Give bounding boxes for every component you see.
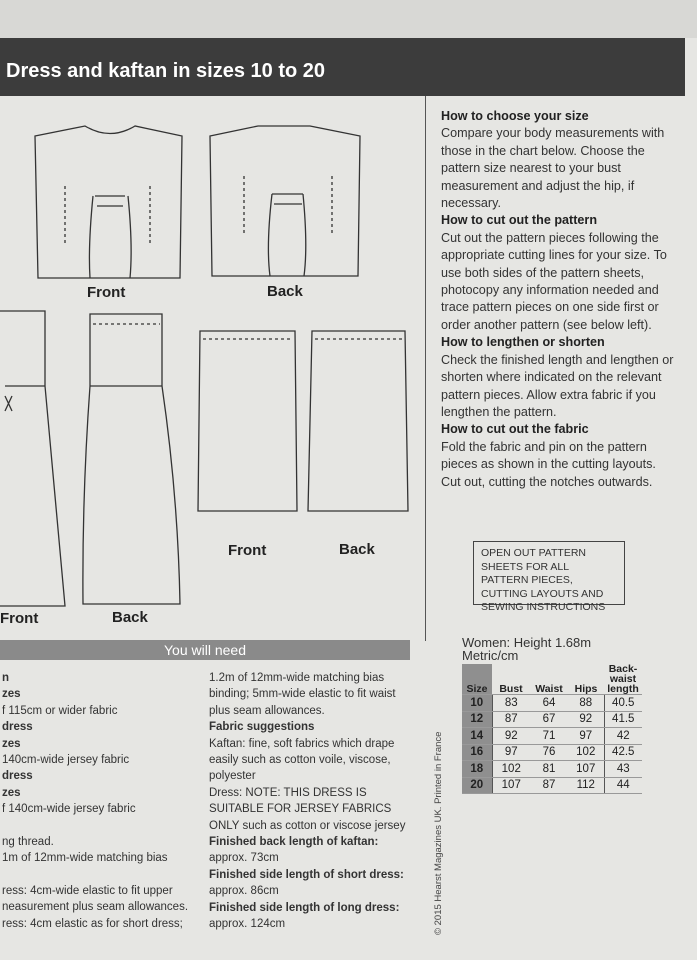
section-text: Fold the fabric and pin on the pattern pieces as shown in the cutting layouts. Cut out, cutting the notches outwards. — [441, 439, 656, 489]
short-dress-back-drawing — [83, 314, 180, 604]
column-header: Back-waist length — [604, 664, 642, 695]
section-text: Check the finished length and lengthen or shorten where indicated on the relevant pattern pieces. Allow extra fabric if you lengthen the pattern. — [441, 352, 674, 419]
table-cell: 97 — [492, 744, 530, 761]
label-back: Back — [267, 283, 303, 300]
requirement-line: approx. 86cm — [209, 885, 279, 898]
table-cell: 107 — [492, 777, 530, 794]
page-top — [0, 0, 697, 38]
note-box: OPEN OUT PATTERN SHEETS FOR ALL PATTERN PIECES, CUTTING LAYOUTS AND SEWING INSTRUCTIONS — [473, 541, 625, 605]
kaftan-back-drawing — [210, 126, 360, 276]
requirement-line: n — [2, 672, 10, 684]
requirement-line: 140cm-wide jersey fabric — [2, 753, 130, 766]
requirement-line: f 140cm-wide jersey fabric — [2, 803, 136, 816]
label-front: Front — [0, 610, 39, 627]
table-cell: 64 — [530, 695, 568, 712]
table-row — [462, 761, 642, 778]
column-header: Bust — [492, 664, 530, 695]
instruction-section — [441, 212, 676, 334]
table-cell: 88 — [568, 695, 604, 712]
label-back: Back — [339, 541, 375, 558]
column-divider — [425, 96, 426, 641]
requirement-line: dress — [2, 721, 33, 734]
requirement-line: Kaftan: fine, soft fabrics which drape easily such as cotton voile, viscose, polyester — [209, 737, 395, 783]
instruction-section — [441, 108, 676, 212]
requirement-line: zes — [2, 786, 21, 799]
table-row — [462, 711, 642, 728]
table-cell: 18 — [462, 761, 492, 778]
instruction-section — [441, 421, 676, 491]
table-cell: 67 — [530, 711, 568, 728]
requirement-line: approx. 73cm — [209, 852, 279, 865]
long-dress-front-drawing — [198, 331, 297, 511]
table-row — [462, 777, 642, 794]
requirement-line: approx. 124cm — [209, 918, 286, 931]
section-heading: How to choose your size — [441, 109, 589, 123]
page-title: Dress and kaftan in sizes 10 to 20 — [6, 60, 326, 82]
table-cell: 87 — [530, 777, 568, 794]
requirement-line: neasurement plus seam allowances. — [2, 901, 189, 914]
table-cell: 12 — [462, 711, 492, 728]
table-cell: 42.5 — [604, 744, 642, 761]
requirement-line: 1m of 12mm-wide matching bias — [2, 852, 168, 865]
section-heading: How to lengthen or shorten — [441, 335, 605, 350]
table-cell: 92 — [568, 711, 604, 728]
section-text: Cut out the pattern pieces following the appropriate cutting lines for your size. To use both sides of the pattern sheets, photocopy any information needed and trace pattern pieces on one side first or order another pattern (see below left). — [441, 230, 667, 332]
requirement-line: Fabric suggestions — [209, 721, 315, 734]
section-heading: How to cut out the fabric — [441, 422, 589, 437]
table-cell: 44 — [604, 777, 642, 794]
requirement-line: Finished side length of long dress: — [209, 901, 400, 914]
label-back: Back — [112, 609, 148, 626]
copyright: © 2015 Hearst Magazines UK. Printed in France — [433, 731, 444, 935]
requirement-line: ress: 4cm elastic as for short dress; — [2, 917, 183, 930]
instruction-section — [441, 334, 676, 421]
table-cell: 83 — [492, 695, 530, 712]
chart-caption: Metric/cm — [462, 648, 519, 663]
table-cell: 97 — [568, 728, 604, 745]
table-cell: 16 — [462, 744, 492, 761]
table-cell: 81 — [530, 761, 568, 778]
table-cell: 76 — [530, 744, 568, 761]
size-chart — [462, 636, 642, 794]
you-will-need-heading: You will need — [0, 640, 410, 660]
chart-caption: Women: Height 1.68m — [462, 635, 592, 650]
table-row — [462, 728, 642, 745]
table-cell: 41.5 — [604, 711, 642, 728]
table-cell: 14 — [462, 728, 492, 745]
requirements-left-column — [2, 670, 192, 932]
label-front: Front — [87, 284, 126, 301]
requirements-middle-column — [209, 670, 414, 933]
kaftan-front-drawing — [35, 126, 182, 278]
section-heading: How to cut out the pattern — [441, 213, 598, 228]
table-cell: 112 — [568, 777, 604, 794]
column-header: Hips — [568, 664, 604, 695]
table-cell: 10 — [462, 695, 492, 712]
instructions — [441, 108, 676, 491]
table-cell: 92 — [492, 728, 530, 745]
table-cell: 102 — [568, 744, 604, 761]
table-header — [462, 664, 642, 695]
requirement-line: Dress: NOTE: THIS DRESS IS SUITABLE FOR JERSEY FABRICS ONLY such as cotton or viscose jersey — [209, 786, 406, 832]
requirement-line: ress: 4cm-wide elastic to fit upper — [2, 885, 173, 898]
column-header: Waist — [530, 664, 568, 695]
requirement-line: 1.2m of 12mm-wide matching bias binding; 5mm-wide elastic to fit waist plus seam allowances. — [209, 672, 396, 717]
requirement-line: Finished side length of short dress: — [209, 868, 404, 881]
table-cell: 40.5 — [604, 695, 642, 712]
column-header: Size — [462, 664, 492, 695]
table-row — [462, 695, 642, 712]
long-dress-back-drawing — [308, 331, 408, 511]
requirement-line: zes — [2, 688, 21, 701]
requirement-line: dress — [2, 770, 33, 783]
requirement-line — [2, 867, 192, 883]
table-cell: 20 — [462, 777, 492, 794]
table-row — [462, 744, 642, 761]
header-band — [0, 38, 685, 96]
requirement-line: Finished back length of kaftan: — [209, 836, 379, 849]
section-text: Compare your body measurements with those in the chart below. Choose the pattern size nearest to your bust measurement and adjust the hip, if necessary. — [441, 126, 665, 211]
table-cell: 107 — [568, 761, 604, 778]
label-front: Front — [228, 542, 267, 559]
table-cell: 87 — [492, 711, 530, 728]
table-cell: 102 — [492, 761, 530, 778]
table-cell: 43 — [604, 761, 642, 778]
short-dress-front-drawing — [0, 311, 65, 606]
table-cell: 71 — [530, 728, 568, 745]
table-cell: 42 — [604, 728, 642, 745]
requirement-line — [2, 818, 192, 834]
requirement-line: f 115cm or wider fabric — [2, 704, 118, 717]
requirement-line: ng thread. — [2, 835, 54, 848]
requirement-line: zes — [2, 737, 21, 750]
size-table — [462, 664, 642, 794]
